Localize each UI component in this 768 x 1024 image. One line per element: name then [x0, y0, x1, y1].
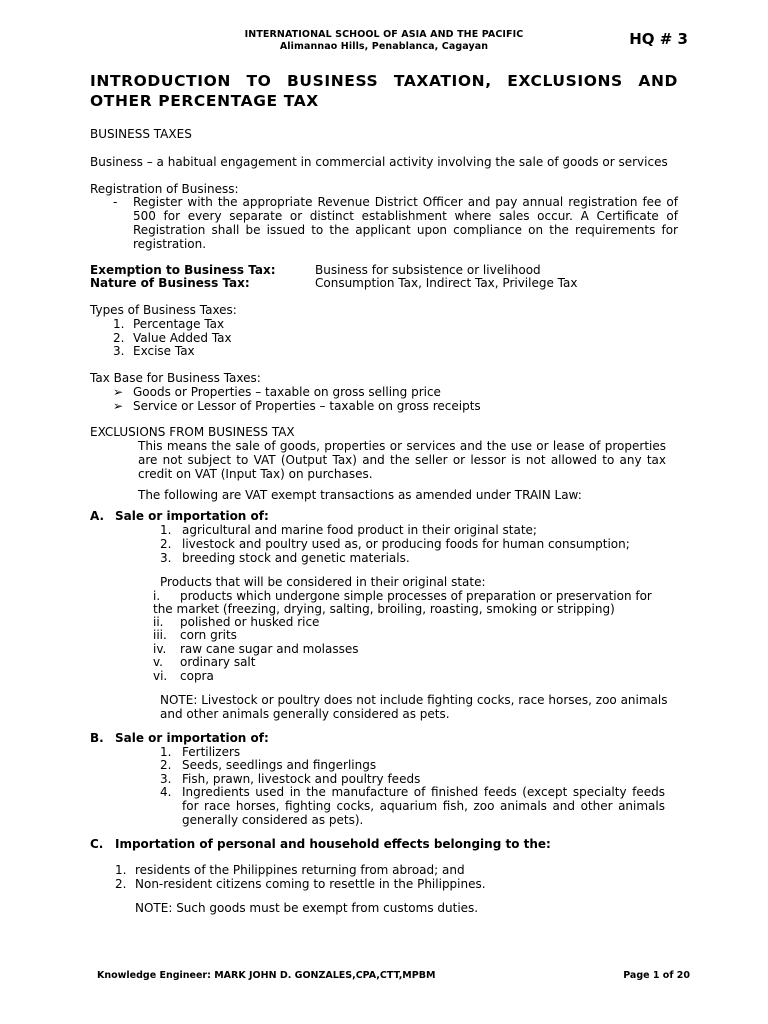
list-numeral: iii.	[153, 628, 167, 642]
list-item: agricultural and marine food product in their original state;	[182, 523, 537, 537]
exemption-label: Exemption to Business Tax:	[90, 263, 276, 277]
arrow-bullet-icon: ➢	[113, 399, 124, 413]
list-number: 1.	[113, 317, 125, 331]
exemption-value: Business for subsistence or livelihood	[315, 263, 541, 277]
list-numeral: vi.	[153, 669, 168, 683]
list-number: 3.	[160, 772, 172, 786]
list-item: Ingredients used in the manufacture of finished feeds (except specialty feeds	[182, 785, 665, 799]
school-address: Alimannao Hills, Penablanca, Cagayan	[279, 41, 489, 52]
list-number: 2.	[160, 537, 172, 551]
list-number: 3.	[160, 551, 172, 565]
exclusions-paragraph-line: This means the sale of goods, properties or services and the use or lease of properties	[138, 439, 666, 453]
list-item: corn grits	[180, 628, 237, 642]
exclusions-paragraph-line: are not subject to VAT (Output Tax) and the seller or lessor is not allowed to any tax	[138, 453, 666, 467]
registration-line: 500 for every separate or distinct establishment where sales occur. A Certificate of	[133, 209, 678, 223]
list-item: livestock and poultry used as, or producing foods for human consumption;	[182, 537, 630, 551]
registration-line: registration.	[133, 237, 207, 251]
list-item: Fish, prawn, livestock and poultry feeds	[182, 772, 421, 786]
registration-line: Registration shall be issued to the applicant upon compliance on the requirements for	[133, 223, 678, 237]
list-item: breeding stock and genetic materials.	[182, 551, 410, 565]
list-item: Percentage Tax	[133, 317, 225, 331]
hq-number: HQ # 3	[629, 30, 688, 48]
products-heading: Products that will be considered in their original state:	[160, 575, 486, 589]
document-title-line-1: INTRODUCTION TO BUSINESS TAXATION, EXCLUSIONS AND	[90, 72, 678, 90]
list-item: polished or husked rice	[180, 615, 320, 629]
nature-value: Consumption Tax, Indirect Tax, Privilege Tax	[315, 276, 578, 290]
business-definition: Business – a habitual engagement in commercial activity involving the sale of goods or services	[90, 155, 668, 169]
arrow-bullet-icon: ➢	[113, 385, 124, 399]
list-number: 4.	[160, 785, 172, 799]
section-heading-b: Sale or importation of:	[115, 731, 269, 745]
section-heading-a: Sale or importation of:	[115, 509, 269, 523]
list-item: copra	[180, 669, 214, 683]
list-item: Fertilizers	[182, 745, 241, 759]
section-letter-c: C.	[90, 837, 104, 851]
note-c: NOTE: Such goods must be exempt from customs duties.	[135, 901, 479, 915]
footer-engineer: Knowledge Engineer: MARK JOHN D. GONZALES,CPA,CTT,MPBM	[97, 970, 436, 981]
section-letter-b: B.	[90, 731, 104, 745]
section-heading-business-taxes: BUSINESS TAXES	[90, 127, 192, 141]
list-numeral: v.	[153, 655, 163, 669]
list-item: products which undergone simple processes of preparation or preservation for	[180, 589, 652, 603]
list-item: Value Added Tax	[133, 331, 232, 345]
list-item: Goods or Properties – taxable on gross selling price	[133, 385, 441, 399]
list-item: Excise Tax	[133, 344, 195, 358]
types-heading: Types of Business Taxes:	[90, 303, 237, 317]
list-number: 1.	[115, 863, 127, 877]
note-a-line: NOTE: Livestock or poultry does not include fighting cocks, race horses, zoo animals	[160, 693, 668, 707]
list-number: 1.	[160, 523, 172, 537]
note-a-line: and other animals generally considered as pets.	[160, 707, 450, 721]
document-title-line-2: OTHER PERCENTAGE TAX	[90, 92, 319, 110]
section-heading-exclusions: EXCLUSIONS FROM BUSINESS TAX	[90, 425, 295, 439]
list-item: Non-resident citizens coming to resettle in the Philippines.	[135, 877, 486, 891]
registration-dash: -	[113, 195, 118, 209]
list-item-continued: generally considered as pets).	[182, 813, 364, 827]
registration-heading: Registration of Business:	[90, 182, 239, 196]
list-item: raw cane sugar and molasses	[180, 642, 359, 656]
train-law-line: The following are VAT exempt transactions as amended under TRAIN Law:	[138, 488, 582, 502]
list-item-continued: for race horses, fighting cocks, aquarium fish, zoo animals and other animals	[182, 799, 665, 813]
list-item: Seeds, seedlings and fingerlings	[182, 758, 377, 772]
tax-base-heading: Tax Base for Business Taxes:	[90, 371, 261, 385]
list-numeral: i.	[153, 589, 161, 603]
list-number: 2.	[115, 877, 127, 891]
list-item-continued: the market (freezing, drying, salting, broiling, roasting, smoking or stripping)	[153, 602, 615, 616]
list-item: ordinary salt	[180, 655, 256, 669]
registration-line: Register with the appropriate Revenue District Officer and pay annual registration fee of	[133, 195, 678, 209]
list-number: 2.	[160, 758, 172, 772]
list-number: 3.	[113, 344, 125, 358]
list-number: 2.	[113, 331, 125, 345]
section-letter-a: A.	[90, 509, 105, 523]
list-numeral: ii.	[153, 615, 164, 629]
school-name: INTERNATIONAL SCHOOL OF ASIA AND THE PACIFIC	[244, 29, 524, 40]
list-item: residents of the Philippines returning from abroad; and	[135, 863, 465, 877]
list-number: 1.	[160, 745, 172, 759]
exclusions-paragraph-line: credit on VAT (Input Tax) on purchases.	[138, 467, 373, 481]
footer-page-number: Page 1 of 20	[623, 970, 690, 981]
section-heading-c: Importation of personal and household effects belonging to the:	[115, 837, 551, 851]
list-item: Service or Lessor of Properties – taxable on gross receipts	[133, 399, 481, 413]
list-numeral: iv.	[153, 642, 167, 656]
nature-label: Nature of Business Tax:	[90, 276, 250, 290]
